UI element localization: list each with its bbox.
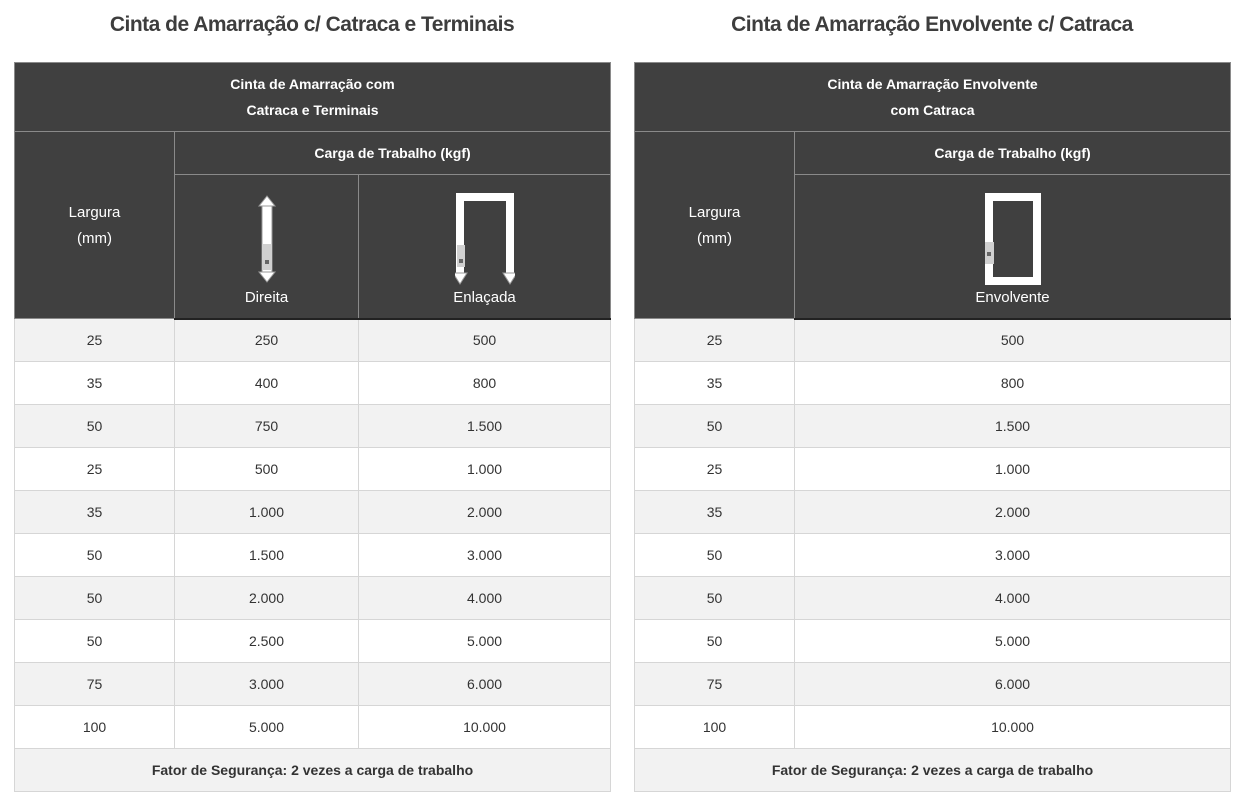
strap-enlacada-icon [455, 193, 515, 285]
panel-title: Cinta de Amarração Envolvente c/ Catraca [731, 13, 1133, 36]
panel-envolvente [634, 0, 1230, 792]
table-row [15, 491, 611, 534]
direita-cell: 1.000 [175, 491, 359, 534]
direita-cell: 500 [175, 448, 359, 491]
panel-catraca-terminais [14, 0, 610, 792]
strap-direita-icon [256, 194, 278, 284]
largura-header: Largura (mm) [15, 132, 175, 319]
largura-cell: 100 [15, 706, 175, 749]
table-row [635, 577, 1231, 620]
largura-cell: 75 [15, 663, 175, 706]
table-header-title: Cinta de Amarração Envolvente com Catraca [635, 63, 1231, 132]
largura-cell: 50 [635, 405, 795, 448]
panel-title: Cinta de Amarração c/ Catraca e Terminais [109, 13, 515, 36]
enlacada-cell: 10.000 [359, 706, 611, 749]
largura-cell: 35 [15, 491, 175, 534]
envolvente-cell: 5.000 [795, 620, 1231, 663]
load-table [634, 62, 1231, 792]
table-row [635, 448, 1231, 491]
table-row [15, 319, 611, 362]
table-row [15, 534, 611, 577]
table-row [15, 448, 611, 491]
carga-header: Carga de Trabalho (kgf) [795, 132, 1231, 175]
direita-cell: 3.000 [175, 663, 359, 706]
largura-cell: 35 [15, 362, 175, 405]
table-row [635, 362, 1231, 405]
envolvente-cell: 800 [795, 362, 1231, 405]
enlacada-cell: 4.000 [359, 577, 611, 620]
table-row [635, 319, 1231, 362]
table-row [635, 405, 1231, 448]
enlacada-cell: 500 [359, 319, 611, 362]
direita-cell: 1.500 [175, 534, 359, 577]
largura-cell: 35 [635, 491, 795, 534]
envolvente-cell: 10.000 [795, 706, 1231, 749]
table-row [15, 362, 611, 405]
table-row [15, 620, 611, 663]
envolvente-cell: 4.000 [795, 577, 1231, 620]
enlacada-cell: 2.000 [359, 491, 611, 534]
table-row [15, 405, 611, 448]
table-row [15, 577, 611, 620]
largura-cell: 25 [635, 448, 795, 491]
envolvente-cell: 3.000 [795, 534, 1231, 577]
table-row [635, 706, 1231, 749]
largura-cell: 25 [15, 448, 175, 491]
envolvente-cell: 2.000 [795, 491, 1231, 534]
enlacada-header: Enlaçada [359, 175, 611, 319]
largura-cell: 50 [15, 534, 175, 577]
table-row [635, 491, 1231, 534]
safety-factor-note: Fator de Segurança: 2 vezes a carga de trabalho [635, 749, 1231, 792]
largura-cell: 35 [635, 362, 795, 405]
direita-cell: 750 [175, 405, 359, 448]
table-row [15, 706, 611, 749]
carga-header: Carga de Trabalho (kgf) [175, 132, 611, 175]
table-row [635, 663, 1231, 706]
strap-envolvente-icon [984, 192, 1042, 286]
table-row [635, 534, 1231, 577]
enlacada-cell: 1.500 [359, 405, 611, 448]
envolvente-cell: 1.500 [795, 405, 1231, 448]
enlacada-cell: 1.000 [359, 448, 611, 491]
largura-cell: 75 [635, 663, 795, 706]
direita-cell: 2.000 [175, 577, 359, 620]
enlacada-cell: 6.000 [359, 663, 611, 706]
largura-cell: 50 [635, 534, 795, 577]
largura-cell: 25 [635, 319, 795, 362]
load-table [14, 62, 611, 792]
largura-cell: 100 [635, 706, 795, 749]
table-row [635, 620, 1231, 663]
safety-factor-note: Fator de Segurança: 2 vezes a carga de trabalho [15, 749, 611, 792]
direita-cell: 400 [175, 362, 359, 405]
table-header-title: Cinta de Amarração com Catraca e Terminais [15, 63, 611, 132]
largura-cell: 50 [635, 620, 795, 663]
largura-cell: 50 [15, 620, 175, 663]
largura-cell: 50 [15, 405, 175, 448]
enlacada-cell: 5.000 [359, 620, 611, 663]
table-row [15, 663, 611, 706]
largura-cell: 50 [15, 577, 175, 620]
enlacada-cell: 3.000 [359, 534, 611, 577]
envolvente-cell: 500 [795, 319, 1231, 362]
envolvente-cell: 1.000 [795, 448, 1231, 491]
envolvente-header: Envolvente [795, 175, 1231, 319]
envolvente-cell: 6.000 [795, 663, 1231, 706]
largura-header: Largura (mm) [635, 132, 795, 319]
enlacada-cell: 800 [359, 362, 611, 405]
direita-cell: 5.000 [175, 706, 359, 749]
largura-cell: 25 [15, 319, 175, 362]
direita-cell: 250 [175, 319, 359, 362]
largura-cell: 50 [635, 577, 795, 620]
direita-cell: 2.500 [175, 620, 359, 663]
direita-header: Direita [175, 175, 359, 319]
